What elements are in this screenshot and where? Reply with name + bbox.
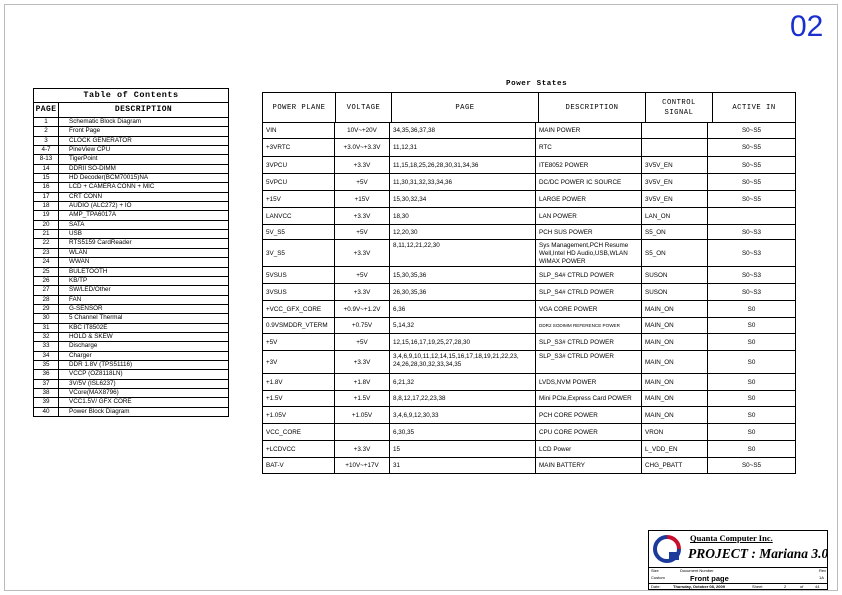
page-cell: 3,4,6,9,12,30,33 xyxy=(390,407,536,423)
page-cell: 15 xyxy=(390,441,536,457)
active-in-cell: S0 xyxy=(747,428,756,436)
page-cell: 6,30,35 xyxy=(390,424,536,440)
toc-page-cell: 26 xyxy=(34,277,59,285)
header-control-signal: CONTROL SIGNAL xyxy=(646,93,713,122)
toc-description-cell: AMP_TPA6017A xyxy=(69,211,117,219)
toc-page-cell: 29 xyxy=(34,305,59,313)
toc-row xyxy=(34,202,228,211)
active-in-cell: S0~S3 xyxy=(741,288,762,296)
description-cell: LAN POWER xyxy=(536,208,642,224)
toc-row xyxy=(34,305,228,314)
control-signal-cell: MAIN_ON xyxy=(642,301,708,317)
control-signal-cell: SUSON xyxy=(642,284,708,300)
description-cell: SLP_S3# CTRLD POWER xyxy=(536,351,642,373)
description-cell: Sys Management,PCH Resume Well,Intel HD Audio,USB,WLAN WiMAX POWER xyxy=(536,240,642,266)
toc-page-cell: 8-13 xyxy=(34,155,59,163)
toc-description-cell: TigerPoint xyxy=(69,155,98,163)
toc-description-cell: SATA xyxy=(69,220,85,228)
toc-row xyxy=(34,342,228,351)
power-state-row xyxy=(263,157,795,174)
toc-description-cell: CLOCK GENERATOR xyxy=(69,136,132,144)
power-state-row xyxy=(263,374,795,391)
power-plane-cell: LANVCC xyxy=(263,208,335,224)
control-signal-cell: MAIN_ON xyxy=(642,351,708,373)
active-in-cell: S0 xyxy=(747,338,756,346)
toc-page-cell: 40 xyxy=(34,408,59,416)
toc-row xyxy=(34,324,228,333)
toc-page-cell: 3 xyxy=(34,137,59,145)
power-state-row xyxy=(263,208,795,225)
description-cell: MAIN BATTERY xyxy=(536,458,642,473)
toc-description-cell: FAN xyxy=(69,295,82,303)
toc-row xyxy=(34,137,228,146)
toc-description-cell: DDRII SO-DIMM xyxy=(69,164,116,172)
control-signal-cell xyxy=(642,123,708,138)
page-cell: 11,15,18,25,26,28,30,31,34,36 xyxy=(390,157,536,173)
control-signal-cell: MAIN_ON xyxy=(642,318,708,333)
toc-description-cell: 3V/5V (ISL6237) xyxy=(69,379,116,387)
active-in-cell: S0 xyxy=(747,411,756,419)
power-state-row xyxy=(263,334,795,351)
page-cell: 11,12,31 xyxy=(390,139,536,156)
header-power-plane: POWER PLANE xyxy=(263,93,336,122)
active-in-cell: S0 xyxy=(747,305,756,313)
toc-description-cell: HD Decoder(BCM70015)NA xyxy=(69,174,149,182)
toc-page-cell: 38 xyxy=(34,389,59,397)
toc-description-cell: PineView CPU xyxy=(69,146,111,154)
voltage-cell: +3.0V~+3.3V xyxy=(335,139,390,156)
toc-row xyxy=(34,352,228,361)
power-plane-cell: 0.9VSMDDR_VTERM xyxy=(263,318,335,333)
toc-description-cell: 5 Channel Thermal xyxy=(69,314,123,322)
power-plane-cell: +VCC_GFX_CORE xyxy=(263,301,335,317)
active-in-cell xyxy=(708,208,795,224)
voltage-cell: +5V xyxy=(335,225,390,239)
header-description: DESCRIPTION xyxy=(539,93,646,122)
header-voltage: VOLTAGE xyxy=(336,93,392,122)
power-state-row xyxy=(263,174,795,191)
size-label: Size xyxy=(651,568,659,573)
toc-page-cell: 20 xyxy=(34,221,59,229)
power-state-row xyxy=(263,225,795,240)
power-state-row xyxy=(263,123,795,139)
power-state-row xyxy=(263,407,795,424)
power-state-row xyxy=(263,240,795,267)
toc-description-cell: RTS5159 CardReader xyxy=(69,239,132,247)
toc-page-cell: 4-7 xyxy=(34,146,59,154)
toc-page-cell: 15 xyxy=(34,174,59,182)
voltage-cell: +3.3V xyxy=(335,441,390,457)
page-cell: 6,21,32 xyxy=(390,374,536,390)
control-signal-cell: 3V5V_EN xyxy=(642,191,708,207)
toc-row xyxy=(34,221,228,230)
toc-description-cell: DDR 1.8V (TPS51116) xyxy=(69,360,133,368)
toc-page-cell: 14 xyxy=(34,165,59,173)
toc-row xyxy=(34,127,228,136)
active-in-cell: S0~S3 xyxy=(741,249,762,257)
description-cell: PCH SUS POWER xyxy=(536,225,642,239)
toc-row xyxy=(34,183,228,192)
voltage-cell: +10V~+17V xyxy=(335,458,390,473)
control-signal-cell: S5_ON xyxy=(642,225,708,239)
description-cell: RTC xyxy=(536,139,642,156)
control-signal-cell xyxy=(642,139,708,156)
toc-row xyxy=(34,333,228,342)
toc-row xyxy=(34,380,228,389)
description-cell: CPU CORE POWER xyxy=(536,424,642,440)
toc-description-cell: VCCP (OZ8118LN) xyxy=(69,370,123,378)
control-signal-cell: MAIN_ON xyxy=(642,334,708,350)
control-signal-cell: 3V5V_EN xyxy=(642,157,708,173)
toc-page-cell: 30 xyxy=(34,314,59,322)
page-cell: 12,20,30 xyxy=(390,225,536,239)
page-cell: 18,30 xyxy=(390,208,536,224)
toc-row xyxy=(34,361,228,370)
power-plane-cell: 5V_S5 xyxy=(263,225,335,239)
voltage-cell: +5V xyxy=(335,334,390,350)
toc-page-cell: 32 xyxy=(34,333,59,341)
active-in-cell: S0~S3 xyxy=(741,228,762,236)
voltage-cell: +3.3V xyxy=(335,157,390,173)
power-state-row xyxy=(263,139,795,157)
toc-row xyxy=(34,398,228,407)
voltage-cell: +5V xyxy=(335,267,390,283)
toc-description-cell: SW/LED/Other xyxy=(69,286,111,294)
description-cell: SLP_S4# CTRLD POWER xyxy=(536,267,642,283)
active-in-cell: S0~S5 xyxy=(741,161,762,169)
power-state-row xyxy=(263,391,795,407)
toc-description-cell: WWAN xyxy=(69,258,90,266)
power-plane-cell: +1.8V xyxy=(263,374,335,390)
toc-description-cell: WLAN xyxy=(69,248,88,256)
voltage-cell: +3.3V xyxy=(335,208,390,224)
rev-value: 1A xyxy=(819,575,824,580)
control-signal-cell: MAIN_ON xyxy=(642,407,708,423)
toc-row xyxy=(34,155,228,164)
toc-page-cell: 1 xyxy=(34,118,59,126)
power-plane-cell: VIN xyxy=(263,123,335,138)
toc-row xyxy=(34,165,228,174)
power-states-header xyxy=(263,93,795,123)
toc-page-cell: 37 xyxy=(34,380,59,388)
toc-row xyxy=(34,230,228,239)
voltage-cell: +1.5V xyxy=(335,391,390,406)
power-plane-cell: VCC_CORE xyxy=(263,424,335,440)
control-signal-cell: MAIN_ON xyxy=(642,374,708,390)
active-in-cell: S0 xyxy=(747,378,756,386)
toc-row xyxy=(34,239,228,248)
toc-title: Table of Contents xyxy=(34,89,228,103)
description-cell: SLP_S4# CTRLD POWER xyxy=(536,284,642,300)
voltage-cell: 10V~+20V xyxy=(335,123,390,138)
toc-row xyxy=(34,118,228,127)
page-cell: 8,8,12,17,22,23,38 xyxy=(390,391,536,406)
quanta-logo-icon xyxy=(652,535,682,563)
toc-body xyxy=(34,118,228,416)
toc-page-cell: 34 xyxy=(34,352,59,360)
toc-row xyxy=(34,258,228,267)
toc-description-cell: VCore(MAX8796) xyxy=(69,388,119,396)
rev-label: Rev xyxy=(819,568,827,573)
toc-page-cell: 39 xyxy=(34,398,59,406)
control-signal-cell: VRON xyxy=(642,424,708,440)
toc-description-cell: G-SENSOR xyxy=(69,304,103,312)
company-name: Quanta Computer Inc. xyxy=(690,533,773,543)
active-in-cell: S0~S3 xyxy=(741,271,762,279)
control-signal-cell: 3V5V_EN xyxy=(642,174,708,190)
active-in-cell: S0~S5 xyxy=(741,178,762,186)
toc-page-cell: 2 xyxy=(34,127,59,135)
sheet-value: 2 xyxy=(784,584,787,589)
of-label: of xyxy=(800,584,804,589)
description-cell: LCD Power xyxy=(536,441,642,457)
toc-page-cell: 19 xyxy=(34,211,59,219)
sheet-label: Sheet xyxy=(752,584,763,589)
toc-row xyxy=(34,314,228,323)
power-state-row xyxy=(263,284,795,301)
active-in-cell: S0 xyxy=(747,358,756,366)
toc-row xyxy=(34,249,228,258)
toc-description-cell: Schematic Block Diagram xyxy=(69,118,142,125)
power-state-row xyxy=(263,301,795,318)
power-states-table xyxy=(262,92,796,474)
toc-row xyxy=(34,286,228,295)
size-value: Custom xyxy=(651,575,665,580)
toc-page-cell: 21 xyxy=(34,230,59,238)
toc-page-cell: 31 xyxy=(34,324,59,332)
voltage-cell: +0.9V~+1.2V xyxy=(335,301,390,317)
toc-row xyxy=(34,268,228,277)
power-plane-cell: 5VPCU xyxy=(263,174,335,190)
description-cell: Mini PCIe,Express Card POWER xyxy=(536,391,642,406)
power-plane-cell: +5V xyxy=(263,334,335,350)
voltage-cell: +15V xyxy=(335,191,390,207)
power-state-row xyxy=(263,424,795,441)
power-states-body xyxy=(263,123,795,473)
page-number: 02 xyxy=(790,10,824,43)
toc-description-cell: Power Block Diagram xyxy=(69,407,130,415)
power-plane-cell: +1.05V xyxy=(263,407,335,423)
toc-row xyxy=(34,389,228,398)
toc-description-cell: AUDIO (ALC272) + IO xyxy=(69,202,132,210)
toc-description-cell: Front Page xyxy=(69,127,101,135)
page-cell: 26,30,35,36 xyxy=(390,284,536,300)
toc-page-cell: 35 xyxy=(34,361,59,369)
toc-page-cell: 36 xyxy=(34,370,59,378)
page-cell: 34,35,36,37,38 xyxy=(390,123,536,138)
document-number-value: Front page xyxy=(690,574,729,583)
toc-description-cell: KBC IT8502E xyxy=(69,323,108,331)
description-cell: PCH CORE POWER xyxy=(536,407,642,423)
active-in-cell: S0~S5 xyxy=(741,462,762,469)
voltage-cell: +3.3V xyxy=(335,351,390,373)
toc-description-cell: HOLD & SKEW xyxy=(69,332,113,340)
toc-page-cell: 33 xyxy=(34,342,59,350)
toc-description-cell: Discharge xyxy=(69,342,98,350)
page-cell: 3,4,6,9,10,11,12,14,15,16,17,18,19,21,22,23, 24,26,28,30,32,33,34,35 xyxy=(390,351,536,373)
document-number-label: Document Number xyxy=(680,568,714,573)
description-cell: LARGE POWER xyxy=(536,191,642,207)
toc-row xyxy=(34,370,228,379)
power-states-title: Power States xyxy=(506,80,568,88)
power-state-row xyxy=(263,458,795,473)
of-value: 44 xyxy=(815,584,820,589)
toc-page-cell: 28 xyxy=(34,296,59,304)
description-cell: VGA CORE POWER xyxy=(536,301,642,317)
control-signal-cell: MAIN_ON xyxy=(642,391,708,406)
power-state-row xyxy=(263,191,795,208)
power-plane-cell: BAT-V xyxy=(263,458,335,473)
toc-description-cell: VCC1.5V/ GFX CORE xyxy=(69,398,132,406)
toc-page-cell: 24 xyxy=(34,258,59,266)
toc-row xyxy=(34,211,228,220)
toc-description-cell: Charger xyxy=(69,351,92,359)
header-active-in: ACTIVE IN xyxy=(732,103,776,112)
voltage-cell: +1.8V xyxy=(335,374,390,390)
power-plane-cell: 3VPCU xyxy=(263,157,335,173)
page-cell: 11,30,31,32,33,34,36 xyxy=(390,174,536,190)
toc-row xyxy=(34,193,228,202)
control-signal-cell: S5_ON xyxy=(642,240,708,266)
toc-header-description: DESCRIPTION xyxy=(114,105,173,114)
power-plane-cell: 5VSUS xyxy=(263,267,335,283)
toc-description-cell: KB/TP xyxy=(69,276,88,284)
toc-row xyxy=(34,146,228,155)
page-cell: 15,30,32,34 xyxy=(390,191,536,207)
power-plane-cell: 3V_S5 xyxy=(263,240,335,266)
page-cell: 8,11,12,21,22,30 xyxy=(390,240,536,266)
page-cell: 5,14,32 xyxy=(390,318,536,333)
toc-page-cell: 16 xyxy=(34,183,59,191)
power-plane-cell: +3V xyxy=(263,351,335,373)
voltage-cell: +3.3V xyxy=(335,240,390,266)
toc-page-cell: 27 xyxy=(34,286,59,294)
header-page: PAGE xyxy=(392,93,539,122)
power-plane-cell: 3VSUS xyxy=(263,284,335,300)
date-value: Thursday, October 08, 2009 xyxy=(673,584,725,589)
toc-description-cell: BULETOOTH xyxy=(69,267,108,275)
active-in-cell: S0~S5 xyxy=(741,127,762,134)
table-of-contents xyxy=(33,88,229,417)
toc-page-cell: 17 xyxy=(34,193,59,201)
page-cell: 15,30,35,36 xyxy=(390,267,536,283)
description-cell: SLP_S3# CTRLD POWER xyxy=(536,334,642,350)
description-cell: DC/DC POWER IC SOURCE xyxy=(536,174,642,190)
toc-description-cell: CRT CONN xyxy=(69,192,103,200)
control-signal-cell: SUSON xyxy=(642,267,708,283)
toc-header-page: PAGE xyxy=(34,103,59,117)
toc-page-cell: 18 xyxy=(34,202,59,210)
page-cell: 12,15,16,17,19,25,27,28,30 xyxy=(390,334,536,350)
active-in-cell: S0~S5 xyxy=(741,144,762,151)
power-state-row xyxy=(263,267,795,284)
active-in-cell: S0 xyxy=(747,395,756,402)
toc-page-cell: 23 xyxy=(34,249,59,257)
toc-row xyxy=(34,174,228,183)
power-state-row xyxy=(263,318,795,334)
toc-header xyxy=(34,103,228,118)
power-plane-cell: +3VRTC xyxy=(263,139,335,156)
description-cell: LVDS,NVM POWER xyxy=(536,374,642,390)
control-signal-cell: CHG_PBATT xyxy=(642,458,708,473)
description-cell: DDR2 SODIMM REFERENCE POWER xyxy=(536,318,642,333)
voltage-cell: +1.05V xyxy=(335,407,390,423)
voltage-cell: +0.75V xyxy=(335,318,390,333)
power-state-row xyxy=(263,441,795,458)
toc-page-cell: 22 xyxy=(34,239,59,247)
voltage-cell: +5V xyxy=(335,174,390,190)
title-block-divider xyxy=(648,567,828,568)
date-label: Date: xyxy=(651,584,661,589)
project-title: PROJECT : Mariana 3.0 xyxy=(688,546,829,561)
description-cell: ITE8052 POWER xyxy=(536,157,642,173)
power-plane-cell: +LCDVCC xyxy=(263,441,335,457)
power-plane-cell: +1.5V xyxy=(263,391,335,406)
active-in-cell: S0~S5 xyxy=(741,195,762,203)
voltage-cell xyxy=(335,424,390,440)
control-signal-cell: LAN_ON xyxy=(642,208,708,224)
toc-description-cell: USB xyxy=(69,230,82,238)
page-cell: 31 xyxy=(390,458,536,473)
toc-description-cell: LCD + CAMERA CONN + MIC xyxy=(69,183,155,191)
control-signal-cell: L_VDD_EN xyxy=(642,441,708,457)
power-plane-cell: +15V xyxy=(263,191,335,207)
toc-row xyxy=(34,296,228,305)
voltage-cell: +3.3V xyxy=(335,284,390,300)
description-cell: MAIN POWER xyxy=(536,123,642,138)
page-cell: 6,36 xyxy=(390,301,536,317)
toc-row xyxy=(34,277,228,286)
active-in-cell: S0 xyxy=(747,445,756,453)
active-in-cell: S0 xyxy=(747,322,756,329)
toc-row xyxy=(34,408,228,416)
power-state-row xyxy=(263,351,795,374)
toc-page-cell: 25 xyxy=(34,268,59,276)
